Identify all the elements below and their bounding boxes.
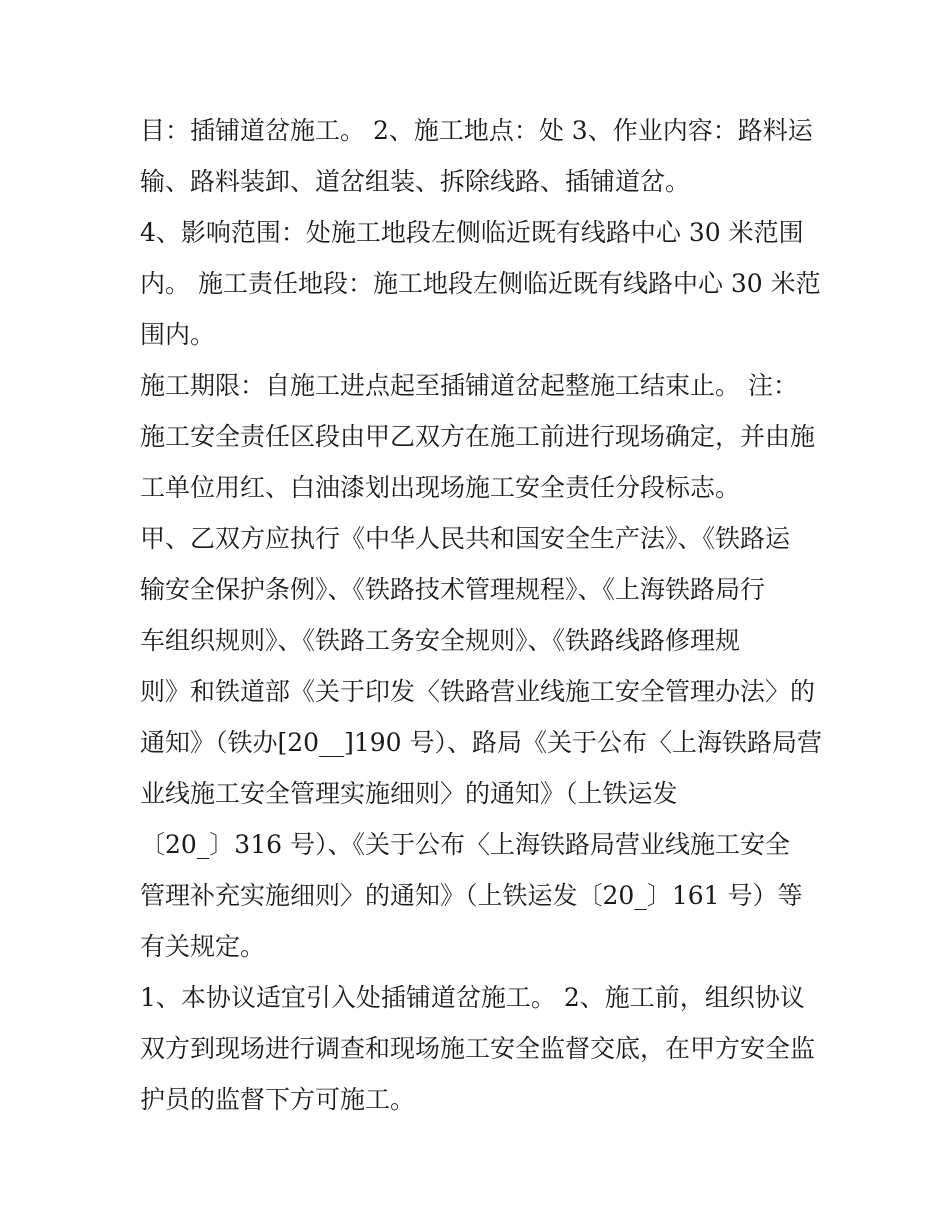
text-line: 1、本协议适宜引入处插铺道岔施工。 2、施工前，组织协议 bbox=[140, 983, 805, 1012]
text-line: 甲、乙双方应执行《中华人民共和国安全生产法》、《铁路运 bbox=[140, 524, 791, 553]
text-line: 输安全保护条例》、《铁路技术管理规程》、《上海铁路局行 bbox=[140, 575, 766, 604]
text-line: 则》和铁道部《关于印发〈铁路营业线施工安全管理办法〉的 bbox=[140, 677, 816, 706]
text-line: 施工期限：自施工进点起至插铺道岔起整施工结束止。 注： bbox=[140, 371, 798, 400]
text-line: 双方到现场进行调查和现场施工安全监督交底，在甲方安全监 bbox=[140, 1034, 816, 1063]
text-line: 工单位用红、白油漆划出现场施工安全责任分段标志。 bbox=[140, 473, 741, 502]
text-line: 通知》（铁办[20__]190 号）、路局《关于公布〈上海铁路局营 bbox=[140, 728, 822, 757]
text-line: 有关规定。 bbox=[140, 932, 266, 961]
text-line: 4、影响范围：处施工地段左侧临近既有线路中心 30 米范围 bbox=[140, 218, 804, 247]
text-line: 业线施工安全管理实施细则〉的通知》（上铁运发 bbox=[140, 779, 678, 808]
text-line: 管理补充实施细则〉的通知》（上铁运发〔20_〕161 号）等 bbox=[140, 881, 803, 910]
text-line: 内。 施工责任地段：施工地段左侧临近既有线路中心 30 米范 bbox=[140, 269, 821, 298]
text-line: 目：插铺道岔施工。 2、施工地点：处 3、作业内容：路料运 bbox=[140, 116, 813, 145]
text-line: 车组织规则》、《铁路工务安全规则》、《铁路线路修理规 bbox=[140, 626, 741, 655]
document-body bbox=[140, 105, 830, 1125]
text-line: 围内。 bbox=[140, 320, 216, 349]
text-line: 护员的监督下方可施工。 bbox=[140, 1085, 416, 1114]
text-line: 施工安全责任区段由甲乙双方在施工前进行现场确定，并由施 bbox=[140, 422, 816, 451]
text-line: 输、路料装卸、道岔组装、拆除线路、插铺道岔。 bbox=[140, 167, 691, 196]
text-line: 〔20_〕316 号）、《关于公布〈上海铁路局营业线施工安全 bbox=[140, 830, 790, 859]
